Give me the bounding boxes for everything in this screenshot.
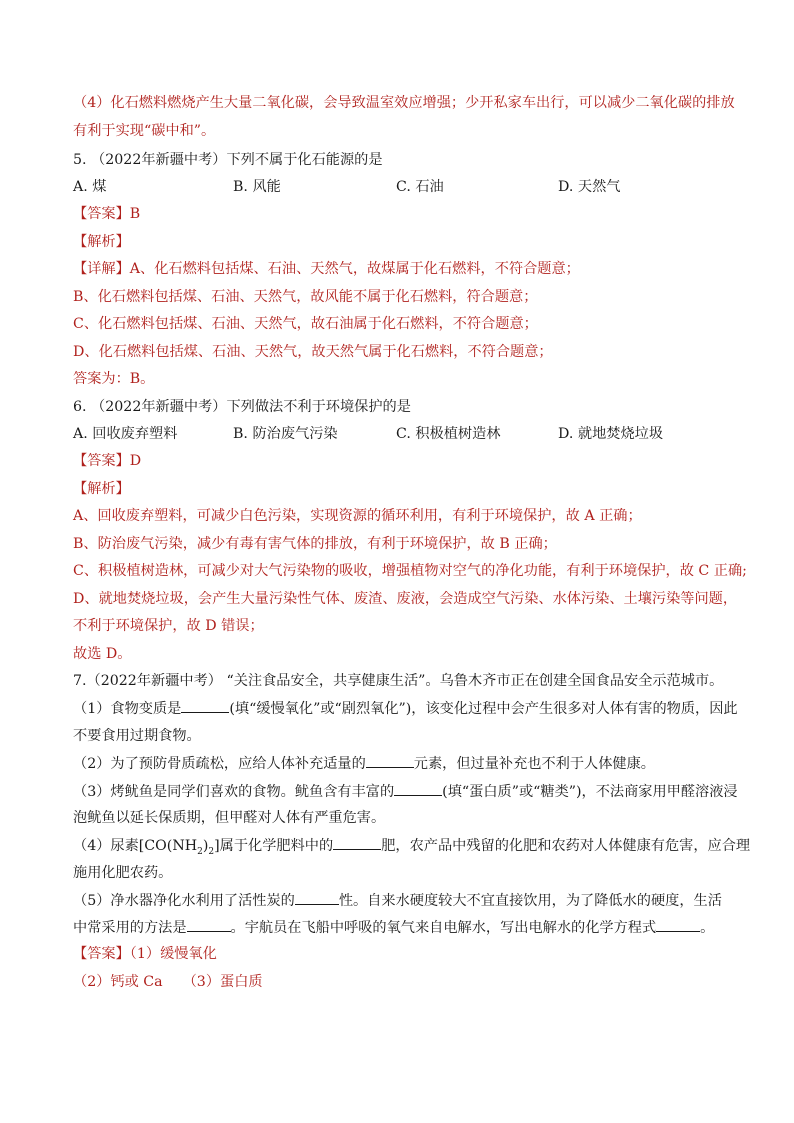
q6-analysis-line-d: D、就地焚烧垃圾，会产生大量污染性气体、废渣、废液，会造成空气污染、水体污染、土壤污染等问题，: [73, 591, 738, 607]
q5-detail-a-text: A、化石燃料包括煤、石油、天然气，故煤属于化石燃料，不符合题意；: [129, 261, 580, 277]
q6-conclusion: 故选 D。: [73, 646, 132, 662]
q5-detail-line-b: B、化石燃料包括煤、石油、天然气，故风能不属于化石燃料，符合题意；: [73, 289, 538, 305]
q7-part2-text-b: 元素，但过量补充也不利于人体健康。: [413, 756, 655, 772]
q7-part4-text-b: ]属于化学肥料中的: [214, 838, 334, 854]
q7-blank-5[interactable]: [295, 890, 339, 905]
q7-part1-text-a: （1）食物变质是: [73, 701, 182, 717]
q7-part3-text-b: (填“蛋白质”或“糖类”)，不法商家用甲醛溶液浸: [442, 784, 738, 800]
q6-option-a: A. 回收废弃塑料: [73, 426, 178, 442]
q5-detail-tag: 【详解】: [73, 261, 130, 277]
q6-option-b: B. 防治废气污染: [233, 426, 338, 442]
q4-explanation-line2: 有利于实现“碳中和”。: [73, 123, 216, 139]
q6-analysis-line-d-cont: 不利于环境保护，故 D 错误；: [73, 618, 264, 634]
q7-stem: 7.（2022年新疆中考） “关注食品安全，共享健康生活”。乌鲁木齐市正在创建全国食品安全示范城市。: [73, 673, 724, 689]
q7-part2-line: [73, 753, 655, 774]
q7-part5-line1: [73, 890, 722, 911]
q5-detail-line-a: [73, 259, 580, 279]
q7-part4-text-a: （4）尿素[CO(NH: [73, 838, 198, 854]
q7-part4-line1: [73, 835, 750, 856]
q6-option-c: C. 积极植树造林: [396, 426, 501, 442]
q5-detail-line-c: C、化石燃料包括煤、石油、天然气，故石油属于化石燃料，不符合题意；: [73, 316, 538, 332]
q7-answer-1: （1）缓慢氧化: [129, 946, 217, 962]
q7-part5-text-b: 性。自来水硬度较大不宜直接饮用，为了降低水的硬度，生活: [338, 893, 722, 909]
q6-analysis-title: 【解析】: [73, 481, 130, 497]
q6-analysis-line-a: A、回收废弃塑料，可减少白色污染，实现资源的循环利用，有利于环境保护，故 A 正确；: [73, 508, 642, 524]
q5-stem: 5. （2022年新疆中考）下列不属于化石能源的是: [73, 152, 383, 168]
q7-blank-1[interactable]: [181, 698, 229, 713]
q7-answer-2: （2）钙或 Ca: [73, 974, 163, 990]
q7-answer-tag: 【答案】: [73, 946, 130, 962]
q7-blank-4[interactable]: [333, 835, 381, 850]
q7-blank-7[interactable]: [656, 917, 700, 932]
q5-detail-line-d: D、化石燃料包括煤、石油、天然气，故天然气属于化石燃料，不符合题意；: [73, 344, 553, 360]
q5-option-d: D. 天然气: [558, 179, 621, 195]
q6-analysis-line-b: B、防治废气污染，减少有毒有害气体的排放，有利于环境保护，故 B 正确；: [73, 536, 557, 552]
q7-part5-text-a: （5）净水器净化水利用了活性炭的: [73, 893, 295, 909]
q7-part5-line2: [73, 917, 714, 938]
q7-part3-line1: [73, 781, 738, 802]
q6-stem: 6. （2022年新疆中考）下列做法不利于环境保护的是: [73, 399, 411, 415]
q7-part5-text-e: 。: [700, 920, 715, 936]
q7-part1-text-b: (填“缓慢氧化”或“剧烈氧化”)，该变化过程中会产生很多对人体有害的物质，因此: [229, 701, 738, 717]
q7-part3-line2: 泡鱿鱼以延长保质期，但甲醛对人体有严重危害。: [73, 810, 386, 826]
q6-options: [73, 424, 713, 444]
q7-formula-subscript-2: 2: [208, 846, 215, 857]
q7-part5-text-c: 中常采用的方法是: [73, 920, 187, 936]
q7-part1-line2: 不要食用过期食物。: [73, 728, 201, 744]
q7-blank-3[interactable]: [394, 781, 442, 796]
q6-option-d: D. 就地焚烧垃圾: [558, 426, 664, 442]
q7-part4-text-c: 肥，农产品中残留的化肥和农药对人体健康有危害，应合理: [381, 838, 751, 854]
q7-answer-line2: [73, 972, 263, 992]
q7-part3-text-a: （3）烤鱿鱼是同学们喜欢的食物。鱿鱼含有丰富的: [73, 784, 395, 800]
q6-analysis-line-c: C、积极植树造林，可减少对大气污染物的吸收，增强植物对空气的净化功能，有利于环境保护，故 C 正确;: [73, 563, 747, 579]
q5-option-b: B. 风能: [233, 179, 281, 195]
q7-formula-subscript-1: 2: [197, 846, 203, 857]
q5-answer: 【答案】B: [73, 206, 141, 222]
q7-blank-6[interactable]: [187, 917, 231, 932]
q7-part5-text-d: 。宇航员在飞船中呼吸的氧气来自电解水，写出电解水的化学方程式: [230, 920, 657, 936]
q7-part2-text-a: （2）为了预防骨质疏松，应给人体补充适量的: [73, 756, 366, 772]
q5-conclusion: 答案为：B。: [73, 371, 155, 387]
q7-answer-line1: [73, 944, 217, 964]
q5-option-c: C. 石油: [396, 179, 444, 195]
q4-explanation-line1: （4）化石燃料燃烧产生大量二氧化碳，会导致温室效应增强；少开私家车出行，可以减少二氧化碳的排放: [73, 95, 735, 111]
q7-formula-paren: ): [202, 838, 209, 854]
q7-blank-2[interactable]: [366, 753, 414, 768]
q7-answer-3: （3）蛋白质: [182, 974, 263, 990]
q5-analysis-title: 【解析】: [73, 234, 130, 250]
q6-answer: 【答案】D: [73, 453, 142, 469]
q7-part4-line2: 施用化肥农药。: [73, 865, 173, 881]
q5-options: [73, 177, 713, 197]
q7-part1-line1: [73, 698, 738, 719]
q5-option-a: A. 煤: [73, 179, 107, 195]
